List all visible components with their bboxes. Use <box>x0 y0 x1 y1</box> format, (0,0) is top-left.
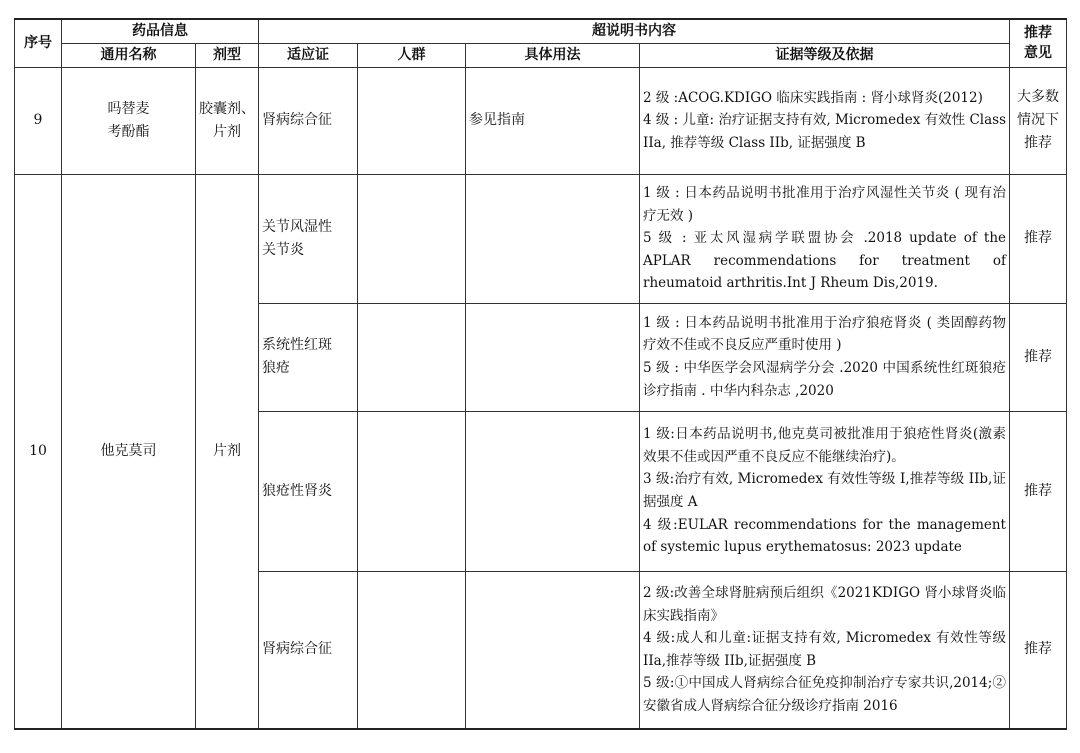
header-row-1 <box>15 19 1067 43</box>
cell-indication <box>259 571 358 729</box>
evidence-line: 4 级:成人和儿童:证据支持有效, Micromedex 有效性等级 IIa,推荐等级 IIb,证据强度 B <box>643 630 1006 669</box>
cell-recommend: 推荐 <box>1010 411 1067 571</box>
header-drug-info: 药品信息 <box>62 19 259 43</box>
cell-usage: 参见指南 <box>466 67 640 174</box>
offlabel-drug-table <box>14 18 1067 730</box>
cell-dosage-form <box>196 174 259 729</box>
header-population: 人群 <box>358 43 466 67</box>
evidence-line: 4 级:EULAR recommendations for the management of systemic lupus erythematosus: 2023 update <box>643 516 1006 556</box>
cell-population <box>358 67 466 174</box>
header-recommend-text: 推荐 意见 <box>1024 25 1052 62</box>
cell-evidence <box>640 571 1010 729</box>
cell-indication <box>259 174 358 303</box>
header-recommend <box>1010 19 1067 67</box>
cell-evidence <box>640 174 1010 303</box>
header-row-2 <box>15 43 1067 67</box>
indication-text: 肾病综合征 <box>262 112 332 128</box>
header-seq: 序号 <box>15 19 62 67</box>
indication-text: 狼疮性肾炎 <box>262 482 332 499</box>
cell-seq: 10 <box>15 174 62 729</box>
cell-population <box>358 303 466 411</box>
header-indication: 适应证 <box>259 43 358 67</box>
cell-indication <box>259 411 358 571</box>
evidence-line: 4 级 : 儿童: 治疗证据支持有效, Micromedex 有效性 Class IIa, 推荐等级 Class IIb, 证据强度 B <box>643 112 1006 151</box>
evidence-line: 1 级 : 日本药品说明书批准用于治疗狼疮肾炎 ( 类固醇药物疗效不佳或不良反应严重时使用 ) <box>643 314 1006 354</box>
cell-dosage-form <box>196 67 259 174</box>
cell-recommend: 推荐 <box>1010 174 1067 303</box>
cell-evidence <box>640 411 1010 571</box>
header-generic-name: 通用名称 <box>62 43 196 67</box>
cell-seq: 9 <box>15 67 62 174</box>
evidence-line: 1 级:日本药品说明书,他克莫司被批准用于狼疮性肾炎(激素效果不佳或因严重不良反应不能继续治疗)。 <box>643 426 1006 465</box>
cell-population <box>358 411 466 571</box>
cell-recommend: 推荐 <box>1010 303 1067 411</box>
cell-population <box>358 174 466 303</box>
cell-generic-name <box>62 67 196 174</box>
evidence-line: 1 级 : 日本药品说明书批准用于治疗风湿性关节炎 ( 现有治疗无效 ) <box>643 185 1006 224</box>
dosage-form-text: 胶囊剂、 片剂 <box>199 100 255 140</box>
generic-name-text: 吗替麦 考酚酯 <box>107 100 150 140</box>
cell-recommend: 推荐 <box>1010 571 1067 729</box>
table-row <box>15 67 1067 174</box>
indication-text: 关节风湿性 关节炎 <box>262 218 332 258</box>
evidence-line: 2 级 :ACOG.KDIGO 临床实践指南 : 肾小球肾炎(2012) <box>643 89 983 106</box>
generic-name-text: 他克莫司 <box>100 442 157 459</box>
indication-text: 系统性红斑 狼疮 <box>262 337 332 376</box>
evidence-line: 5 级 : 亚太风湿病学联盟协会 .2018 update of the APLAR recommendations for treatment of rheumatoid arthritis.Int J Rheum Dis,2019. <box>643 230 1006 292</box>
cell-evidence <box>640 67 1010 174</box>
header-evidence: 证据等级及依据 <box>640 43 1010 67</box>
header-usage: 具体用法 <box>466 43 640 67</box>
evidence-line: 3 级:治疗有效, Micromedex 有效性等级 I,推荐等级 IIb,证据强度 A <box>643 471 1006 510</box>
evidence-line: 2 级:改善全球肾脏病预后组织《2021KDIGO 肾小球肾炎临床实践指南》 <box>643 584 1006 624</box>
header-offlabel: 超说明书内容 <box>259 19 1010 43</box>
cell-usage <box>466 303 640 411</box>
cell-usage <box>466 411 640 571</box>
cell-evidence <box>640 303 1010 411</box>
table-row <box>15 174 1067 303</box>
cell-usage <box>466 571 640 729</box>
header-dosage-form: 剂型 <box>196 43 259 67</box>
indication-text: 肾病综合征 <box>262 641 332 658</box>
evidence-line: 5 级 : 中华医学会风湿病学分会 .2020 中国系统性红斑狼疮诊疗指南 . 中华内科杂志 ,2020 <box>643 360 1006 399</box>
cell-population <box>358 571 466 729</box>
cell-recommend: 大多数情况下推荐 <box>1010 67 1067 174</box>
cell-indication <box>259 67 358 174</box>
dosage-form-text: 片剂 <box>213 442 241 459</box>
cell-indication <box>259 303 358 411</box>
cell-usage <box>466 174 640 303</box>
cell-generic-name <box>62 174 196 729</box>
evidence-line: 5 级:①中国成人肾病综合征免疫抑制治疗专家共识,2014;②安徽省成人肾病综合征分级诊疗指南 2016 <box>643 675 1006 714</box>
